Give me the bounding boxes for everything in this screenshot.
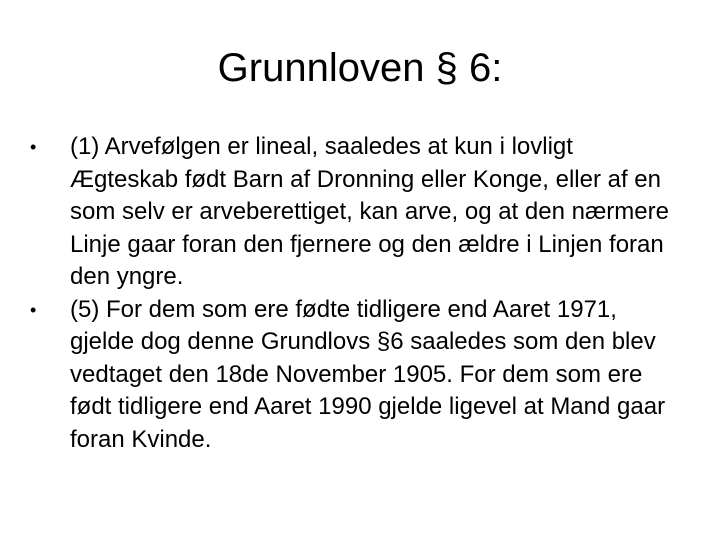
slide-title: Grunnloven § 6:	[217, 46, 503, 90]
bullet-item-1	[30, 131, 690, 294]
bullet-icon: •	[30, 137, 37, 157]
bullet-list	[30, 131, 690, 456]
bullet-item-2	[30, 294, 690, 457]
bullet-text-2: (5) For dem som ere fødte tidligere end Aaret 1971, gjelde dog denne Grundlovs §6 saaledes som den blev vedtaget den 18de November 1905. For dem som ere født tidligere end Aaret 1990 gjelde ligevel at Mand gaar foran Kvinde.	[70, 295, 666, 453]
bullet-text-1: (1) Arvefølgen er lineal, saaledes at kun i lovligt Ægteskab født Barn af Dronning eller Konge, eller af en som selv er arveberettiget, kan arve, og at den nærmere Linje gaar foran den fjernere og den ældre i Linjen foran den yngre.	[70, 133, 669, 290]
bullet-icon: •	[30, 299, 37, 320]
